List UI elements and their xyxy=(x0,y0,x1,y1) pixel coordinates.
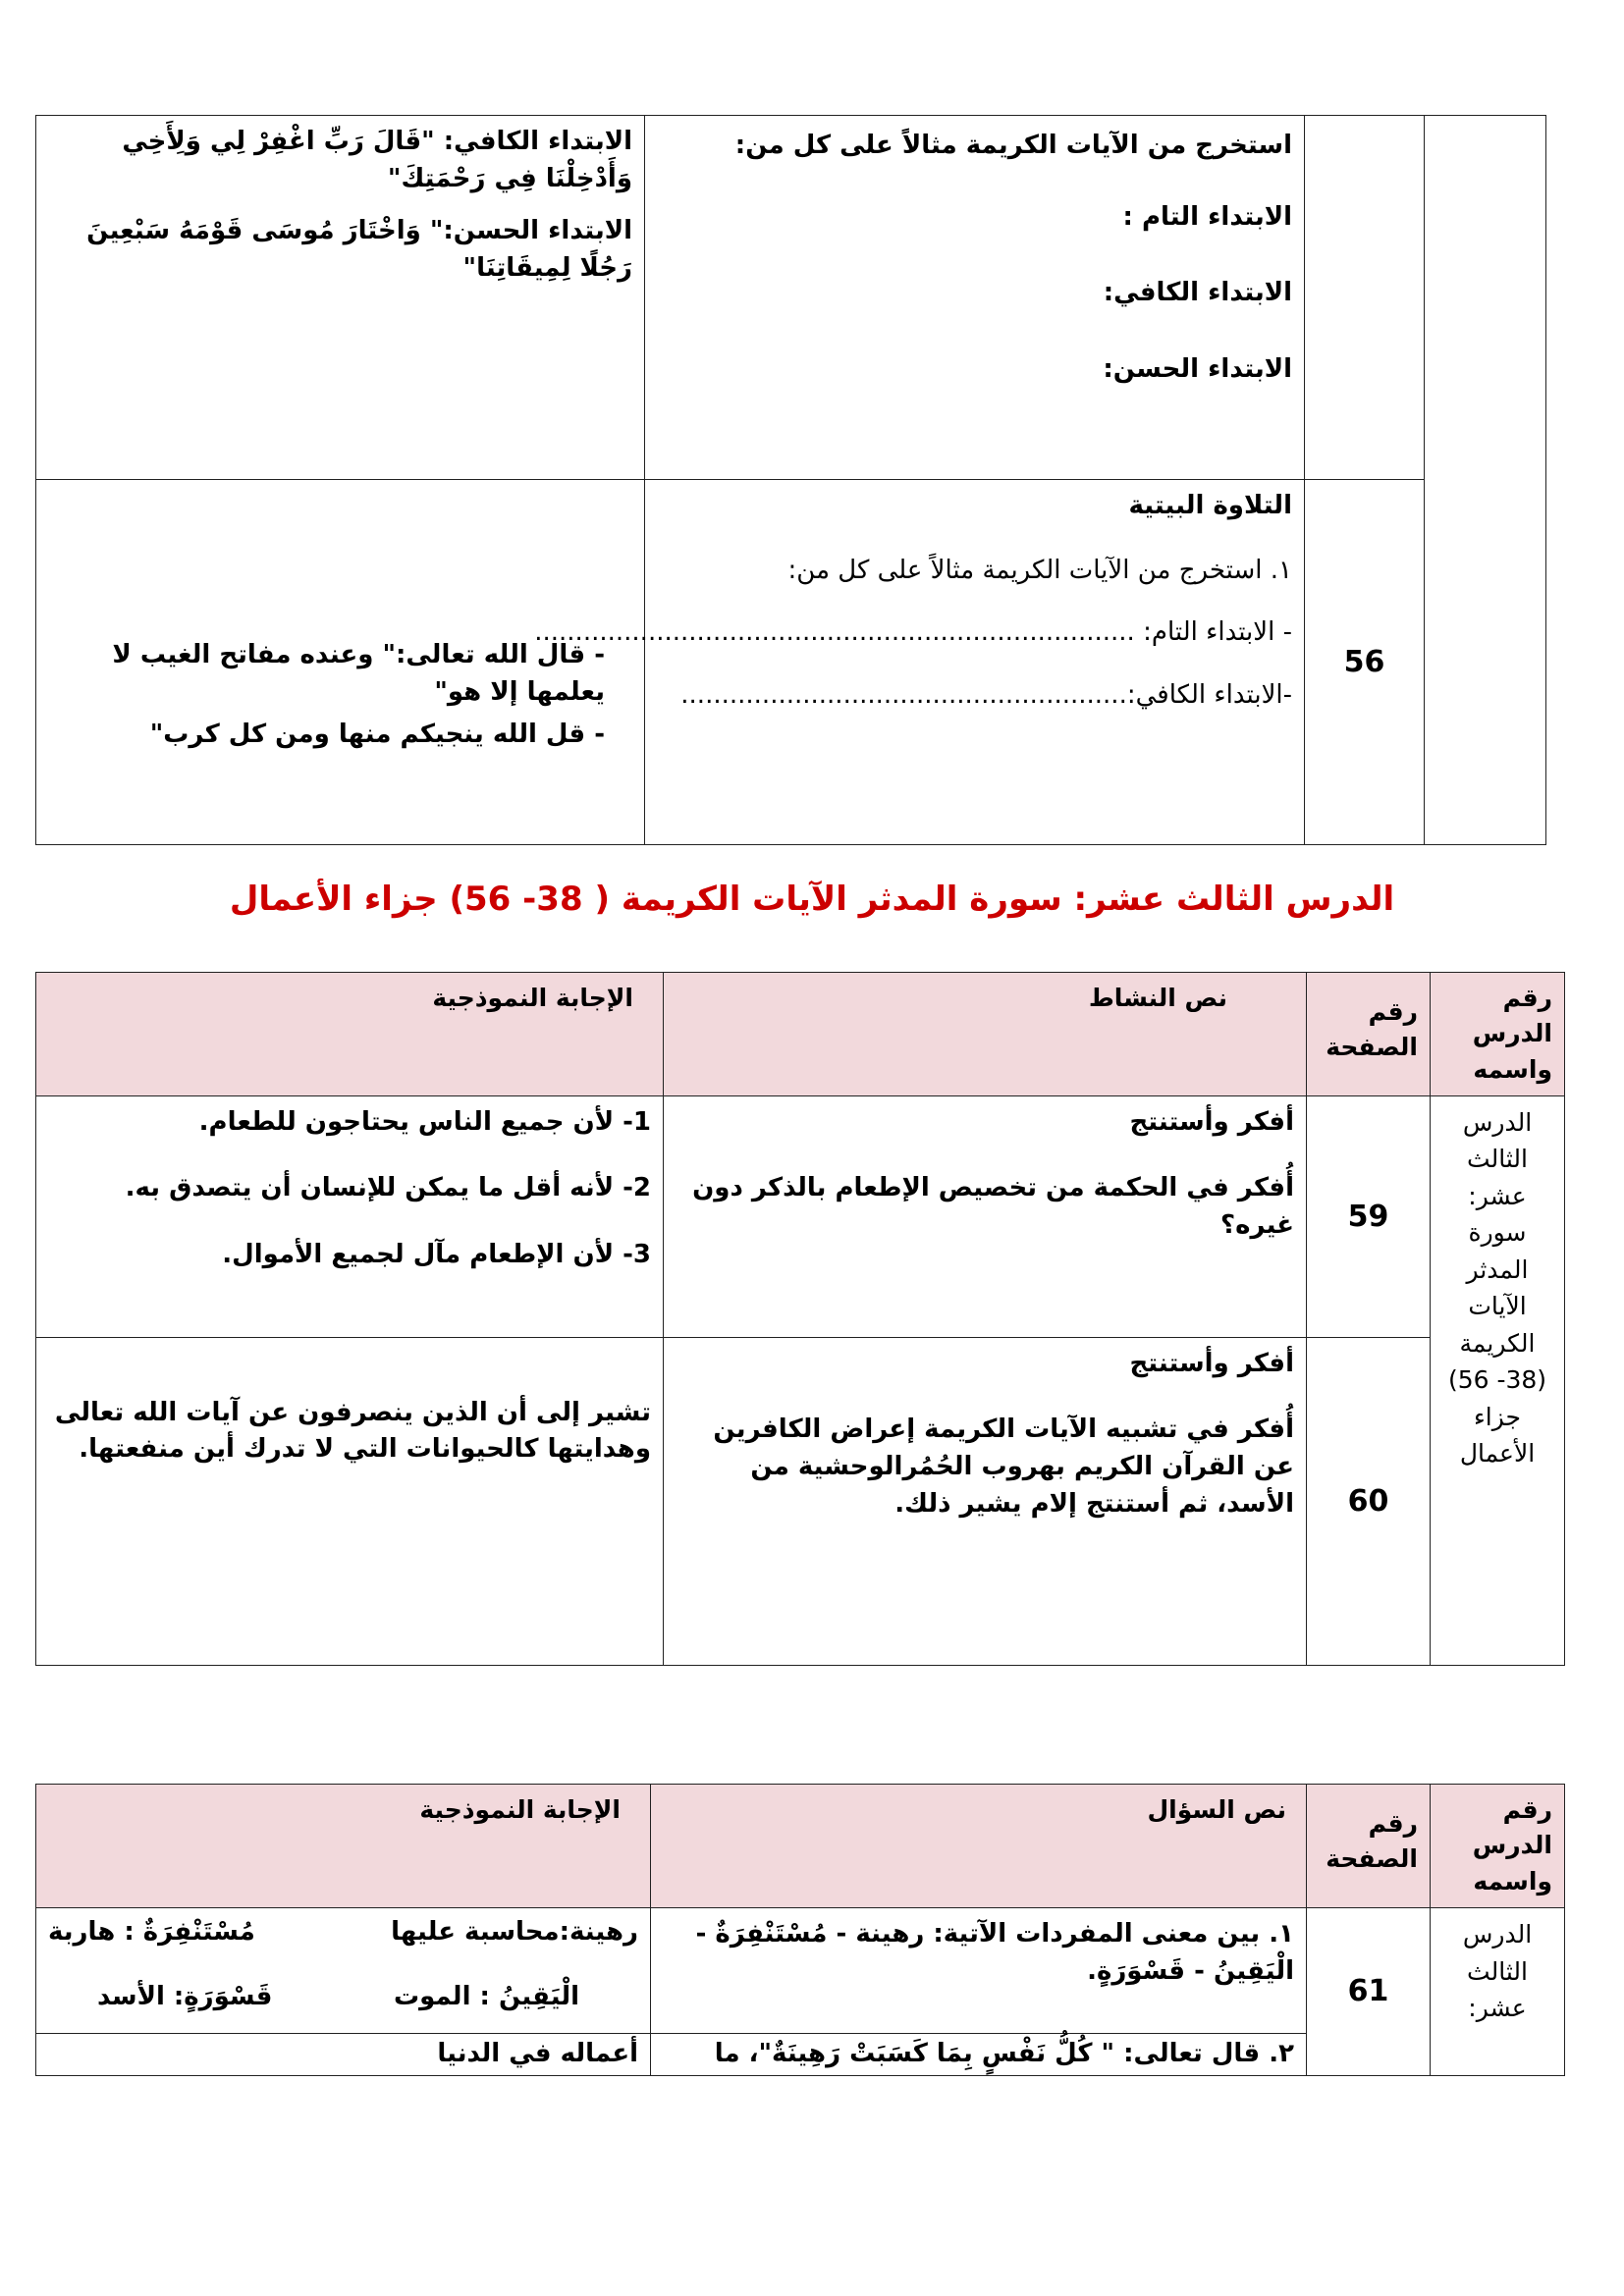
table-row xyxy=(36,1337,1565,1665)
activity-title: أفكر وأستنتج xyxy=(1129,1106,1294,1137)
activity-tam-label: الابتداء التام : xyxy=(1122,201,1292,232)
kafi-blank-line: -الابتداء الكافي:....................................................... xyxy=(680,680,1292,711)
header-answer: الإجابة النموذجية xyxy=(36,1785,651,1908)
question-cell xyxy=(651,2034,1307,2076)
answer-2: أعماله في الدنيا xyxy=(437,2039,638,2068)
activity-hasan-label: الابتداء الحسن: xyxy=(1103,354,1292,385)
answer-row-2 xyxy=(48,1979,638,2016)
answer-3: 3- لأن الإطعام مآل لجميع الأموال. xyxy=(222,1240,651,1270)
answer-line-1: - قال الله تعالى:" وعنده مفاتح الغيب لا يعلمها إلا هو" xyxy=(112,640,605,707)
answer-cell xyxy=(36,1337,664,1665)
answer-yaqin: الْيَقِينُ : الموت xyxy=(393,1981,579,2011)
question-cell xyxy=(651,1908,1307,2034)
table-row xyxy=(36,116,1546,480)
answer-qaswara: قَسْوَرَةٍ: الأسد xyxy=(97,1981,273,2011)
answer-cell xyxy=(36,2034,651,2076)
answer-hasan: الابتداء الحسن:" وَاخْتَارَ مُوسَى قَوْمَهُ سَبْعِينَ رَجُلًا لِمِيقَاتِنَا" xyxy=(86,216,632,284)
tam-blank-line: - الابتداء التام: .......................................................................... xyxy=(534,617,1292,648)
activity-cell xyxy=(645,116,1305,480)
activity-title: أفكر وأستنتج xyxy=(1129,1348,1294,1378)
answer-text: تشير إلى أن الذين ينصرفون عن آيات الله تعالى وهدايتها كالحيوانات التي لا تدرك أين منفعتها. xyxy=(54,1397,651,1465)
table-continuation xyxy=(35,115,1546,845)
activity-prompt: استخرج من الآيات الكريمة مثالاً على كل من: xyxy=(734,131,1292,160)
header-lesson: رقم الدرس واسمه xyxy=(1431,973,1565,1096)
question-2: ٢. قال تعالى: " كُلُّ نَفْسٍ بِمَا كَسَبَتْ رَهِينَةٌ"، ما xyxy=(714,2039,1294,2068)
header-page: رقم الصفحة xyxy=(1307,973,1431,1096)
activity-cell xyxy=(534,480,1305,845)
table-row xyxy=(36,1095,1565,1337)
answer-cell xyxy=(36,116,645,480)
header-activity: نص النشاط xyxy=(664,973,1307,1096)
header-lesson: رقم الدرس واسمه xyxy=(1431,1785,1565,1908)
page-number: 60 xyxy=(1307,1337,1431,1665)
answer-1: 1- لأن جميع الناس يحتاجون للطعام. xyxy=(198,1106,651,1137)
header-answer: الإجابة النموذجية xyxy=(36,973,664,1096)
activity-cell xyxy=(664,1095,1307,1337)
lesson-cell xyxy=(1425,116,1546,845)
answer-mustanfira: مُسْتَنْفِرَةٌ : هاربة xyxy=(48,1917,255,1947)
answer-cell xyxy=(36,480,645,845)
section-title: الدرس الثالث عشر: سورة المدثر الآيات الكريمة ( 38- 56) جزاء الأعمال xyxy=(229,880,1395,919)
table-row xyxy=(36,480,1546,845)
header-page: رقم الصفحة xyxy=(1307,1785,1431,1908)
answer-cell xyxy=(36,1095,664,1337)
answer-kafi: الابتداء الكافي: "قَالَ رَبِّ اغْفِرْ لِي وَلِأَخِي وَأَدْخِلْنَا فِي رَحْمَتِكَ" xyxy=(122,127,632,193)
answer-rahina: رهينة:محاسبة عليها xyxy=(391,1917,638,1947)
lesson-name: الدرس الثالث عشر: سورة المدثر الآيات الكريمة (38- 56) جزاء الأعمال xyxy=(1431,1095,1565,1665)
activities-table xyxy=(35,972,1565,1666)
page-number: 56 xyxy=(1305,480,1425,845)
answer-2: 2- لأنه أقل ما يمكن للإنسان أن يتصدق به. xyxy=(125,1173,651,1203)
page-cell xyxy=(1305,116,1425,480)
answer-line-2: - قل الله ينجيكم منها ومن كل كرب" xyxy=(149,720,605,750)
question-1: ١. بين معنى المفردات الآتية: رهينة - مُسْتَنْفِرَةٌ - الْيَقِينُ - قَسْوَرَةٍ. xyxy=(695,1919,1294,1986)
activity-cell xyxy=(664,1337,1307,1665)
activity-kafi-label: الابتداء الكافي: xyxy=(1103,278,1292,308)
activity-title: التلاوة البيتية xyxy=(1128,491,1292,520)
page-number: 61 xyxy=(1307,1908,1431,2076)
activity-text: أُفكر في الحكمة من تخصيص الإطعام بالذكر دون غيره؟ xyxy=(692,1173,1294,1241)
lesson-name: الدرس الثالث عشر: xyxy=(1431,1908,1565,2076)
activity-item: ١. استخرج من الآيات الكريمة مثالاً على كل من: xyxy=(787,555,1292,585)
table-header-row xyxy=(36,973,1565,1096)
answer-cell xyxy=(36,1908,651,2034)
table-header-row xyxy=(36,1785,1565,1908)
questions-table xyxy=(35,1784,1565,2076)
header-question: نص السؤال xyxy=(651,1785,1307,1908)
page-number: 59 xyxy=(1307,1095,1431,1337)
answer-row-1 xyxy=(48,1914,638,1951)
table-row xyxy=(36,1908,1565,2034)
activity-text: أُفكر في تشبيه الآيات الكريمة إعراض الكافرين عن القرآن الكريم بهروب الحُمُرالوحشية من الأسد، ثم أستنتج إلام يشير ذلك. xyxy=(713,1415,1294,1519)
